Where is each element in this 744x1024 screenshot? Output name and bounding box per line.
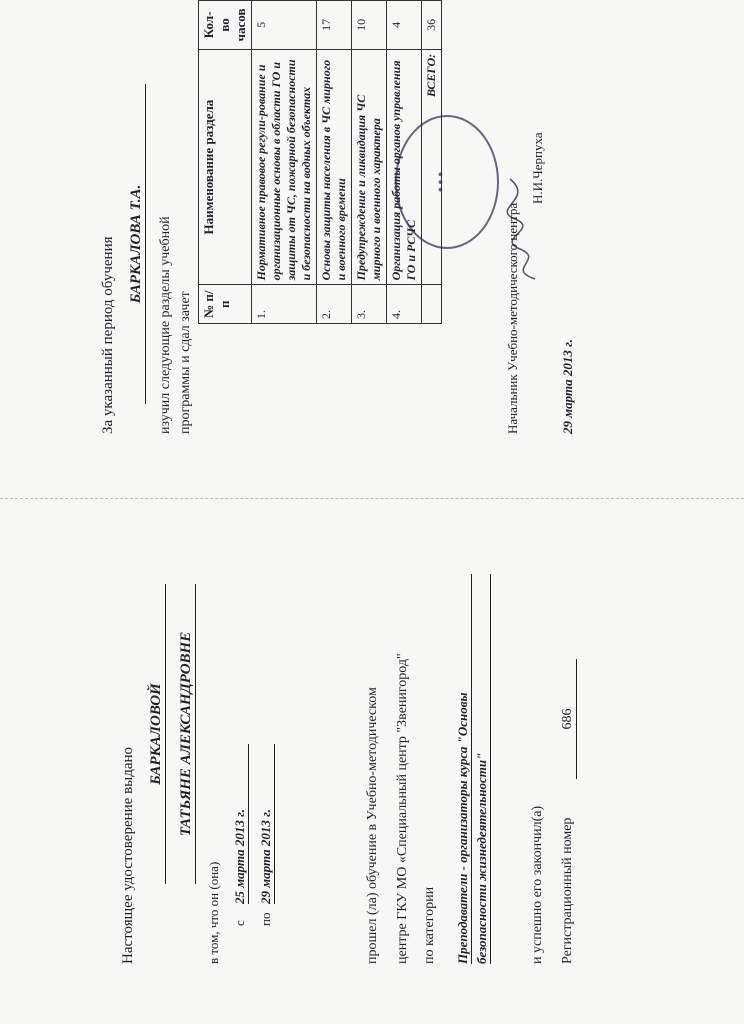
table-row — [252, 1, 317, 324]
row-num: 3. — [352, 285, 387, 324]
col-hours-header: Кол-во часов — [199, 1, 252, 50]
surname: БАРКАЛОВОЙ — [148, 584, 166, 884]
from-date: 25 марта 2013 г. — [232, 744, 249, 904]
from-label: с — [232, 920, 247, 926]
row-name: Нормативное правовое регули-рование и организационные основы в области ГО и защиты от ЧС, пожарной безопасности и безопасности на водных объектах — [252, 49, 317, 285]
course-line-1: Преподаватели - организаторы курса "Основы — [455, 574, 472, 964]
course-line-2: безопасности жизнедеятельности" — [474, 574, 491, 964]
to-date: 29 марта 2013 г. — [258, 744, 275, 904]
reg-number: 686 — [560, 659, 577, 779]
table-header-row — [199, 1, 252, 324]
total-label: ВСЕГО: — [422, 49, 442, 285]
studied-line-2: программы и сдал зачет — [178, 291, 193, 434]
given-name: ТАТЬЯНЕ АЛЕКСАНДРОВНЕ — [178, 584, 196, 884]
sign-date: 29 марта 2013 г. — [560, 339, 575, 434]
reg-label: Регистрационный номер — [560, 817, 575, 964]
row-name: Организация работы органов управления ГО и РСЧС — [387, 49, 422, 285]
seal-stamp — [395, 115, 499, 249]
intro-text: Настоящее удостоверение выдано — [120, 746, 136, 964]
total-hours: 36 — [422, 1, 442, 50]
fold-line — [0, 498, 744, 499]
period-text: За указанный период обучения — [100, 236, 116, 434]
chief-title: Начальник Учебно-методического центра — [505, 202, 520, 434]
row-hours: 10 — [352, 1, 387, 50]
row-num: 2. — [317, 285, 352, 324]
table-row — [352, 1, 387, 324]
col-num-header: № п/п — [199, 285, 252, 324]
to-label: по — [258, 912, 273, 926]
row-name: Основы защиты населения в ЧС мирного и военного времени — [317, 49, 352, 285]
that-text: в том, что он (она) — [206, 861, 221, 964]
row-num: 1. — [252, 285, 317, 324]
row-num: 4. — [387, 285, 422, 324]
stamp-text: ● ● ● — [435, 171, 445, 193]
category-label: по категории — [422, 886, 437, 964]
row-hours: 5 — [252, 1, 317, 50]
row-name: Предупреждение и ликвидация ЧС мирного и военного характера — [352, 49, 387, 285]
col-name-header: Наименование раздела — [199, 49, 252, 285]
studied-text: прошел (ла) обучение в Учебно-методическом — [365, 687, 380, 964]
row-hours: 17 — [317, 1, 352, 50]
chief-name: Н.И.Черпуха — [530, 132, 545, 204]
center-text: центре ГКУ МО «Специальный центр "Звенигород" — [395, 653, 410, 964]
person-name: БАРКАЛОВА Т.А. — [128, 84, 146, 404]
finished-text: и успешно его закончил(а) — [530, 805, 545, 964]
studied-line-1: изучил следующие разделы учебной — [158, 216, 173, 434]
table-row — [317, 1, 352, 324]
row-hours: 4 — [387, 1, 422, 50]
